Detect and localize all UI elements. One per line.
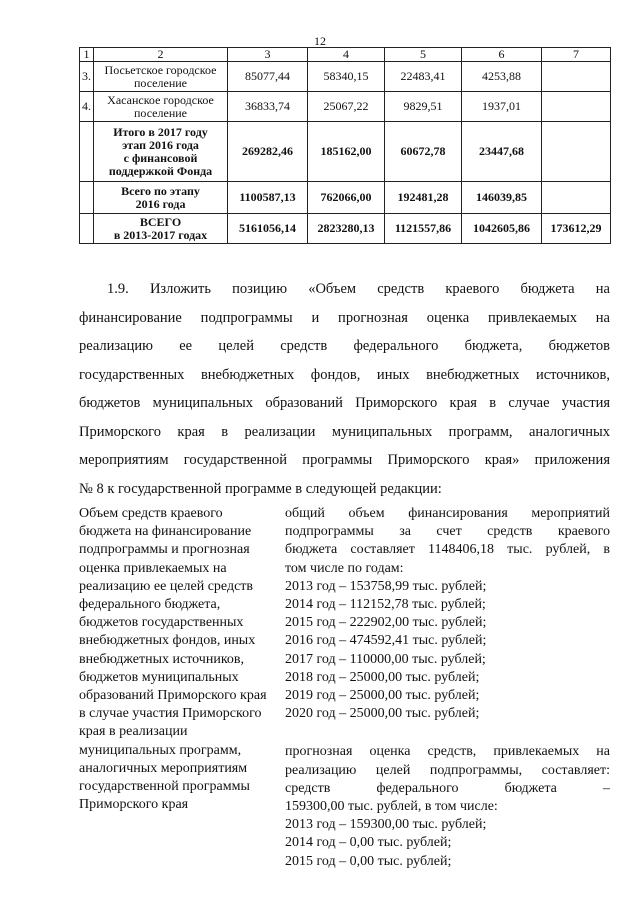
row-name: Посьетское городское поселение [94, 62, 228, 92]
paragraph-line: реализацию ее целей средств федерального бюджета, бюджетов [79, 338, 610, 354]
position-line: реализацию ее целей средств [79, 578, 254, 594]
year-amount-line: 2015 год – 222902,00 тыс. рублей; [285, 615, 487, 631]
cell-col3: 85077,44 [228, 62, 308, 92]
paragraph-line: мероприятиям государственной программы Приморского края» приложения [79, 452, 610, 468]
cell-col7: 173612,29 [542, 214, 611, 244]
cell-col5: 22483,41 [385, 62, 462, 92]
cell-col3: 269282,46 [228, 122, 308, 182]
row-index: 3. [80, 62, 94, 92]
value-line: общий объем финансирования мероприятий [285, 506, 610, 521]
cell-col6: 1937,01 [462, 92, 542, 122]
position-line: Объем средств краевого [79, 506, 223, 521]
cell-col3: 5161056,14 [228, 214, 308, 244]
row-index [80, 122, 94, 182]
cell-col5: 192481,28 [385, 182, 462, 214]
value-line: прогнозная оценка средств, привлекаемых на [285, 744, 610, 760]
position-line: образований Приморского края [79, 688, 267, 704]
cell-col7 [542, 122, 611, 182]
row-index [80, 214, 94, 244]
row-name: ВСЕГО в 2013-2017 годах [94, 214, 228, 244]
cell-col7 [542, 182, 611, 214]
table-header-row [80, 48, 611, 62]
budget-table [79, 47, 611, 244]
position-line: внебюджетных источников, [79, 651, 245, 667]
table-row-stage-total [80, 182, 611, 214]
cell-col6: 23447,68 [462, 122, 542, 182]
row-index: 4. [80, 92, 94, 122]
value-line: 159300,00 тыс. рублей, в том числе: [285, 799, 498, 815]
year-amount-line: 2017 год – 110000,00 тыс. рублей; [285, 651, 486, 667]
position-line: подпрограммы и прогнозная [79, 542, 250, 558]
year-amount-line: 2013 год – 159300,00 тыс. рублей; [285, 817, 487, 833]
header-cell: 2 [94, 48, 228, 62]
value-line: бюджета составляет 1148406,18 тыс. рублей, в [285, 542, 610, 558]
cell-col3: 36833,74 [228, 92, 308, 122]
paragraph-line: 1.9. Изложить позицию «Объем средств краевого бюджета на [107, 281, 610, 297]
row-name: Итого в 2017 году этап 2016 года с финансовой поддержкой Фонда [94, 122, 228, 182]
cell-col5: 9829,51 [385, 92, 462, 122]
page-number: 12 [314, 34, 326, 48]
year-amount-line: 2018 год – 25000,00 тыс. рублей; [285, 669, 480, 685]
position-line: оценка привлекаемых на [79, 560, 227, 576]
year-amount-line: 2016 год – 474592,41 тыс. рублей; [285, 633, 487, 649]
position-title-column [79, 505, 284, 814]
header-cell: 1 [80, 48, 94, 62]
cell-col3: 1100587,13 [228, 182, 308, 214]
value-line: подпрограммы за счет средств краевого [285, 524, 610, 540]
position-line: государственной программы [79, 779, 250, 795]
cell-col4: 185162,00 [308, 122, 385, 182]
paragraph-line: финансирование подпрограммы и прогнозная оценка привлекаемых на [79, 309, 610, 326]
table-row [80, 62, 611, 92]
paragraph-line: бюджетов муниципальных образований Приморского края в случае участия [79, 395, 610, 411]
year-amount-line: 2013 год – 153758,99 тыс. рублей; [285, 578, 487, 594]
header-cell: 4 [308, 48, 385, 62]
position-line: в случае участия Приморского [79, 706, 262, 722]
position-line: аналогичных мероприятиям [79, 760, 248, 776]
block-spacer [285, 723, 610, 743]
position-line: федерального бюджета, [79, 597, 221, 613]
cell-col7 [542, 92, 611, 122]
year-amount-line: 2015 год – 0,00 тыс. рублей; [285, 853, 452, 869]
cell-col4: 25067,22 [308, 92, 385, 122]
value-line: том числе по годам: [285, 560, 404, 576]
cell-col6: 4253,88 [462, 62, 542, 92]
amendment-paragraph [79, 275, 610, 503]
cell-col4: 58340,15 [308, 62, 385, 92]
header-cell: 3 [228, 48, 308, 62]
year-amount-line: 2019 год – 25000,00 тыс. рублей; [285, 688, 480, 704]
table-row [80, 92, 611, 122]
year-amount-line: 2014 год – 0,00 тыс. рублей; [285, 835, 452, 851]
cell-col5: 60672,78 [385, 122, 462, 182]
position-line: края в реализации [79, 724, 188, 740]
position-line: муниципальных программ, [79, 742, 242, 758]
value-line: средств федерального бюджета – [285, 780, 610, 796]
cell-col6: 1042605,86 [462, 214, 542, 244]
row-index [80, 182, 94, 214]
header-cell: 5 [385, 48, 462, 62]
paragraph-line: Приморского края в реализации муниципальных программ, аналогичных [79, 423, 610, 440]
header-cell: 6 [462, 48, 542, 62]
position-line: Приморского края [79, 797, 189, 813]
year-amount-line: 2014 год – 112152,78 тыс. рублей; [285, 597, 486, 613]
cell-col5: 1121557,86 [385, 214, 462, 244]
year-amount-line: 2020 год – 25000,00 тыс. рублей; [285, 706, 480, 722]
cell-col4: 2823280,13 [308, 214, 385, 244]
row-name: Хасанское городское поселение [94, 92, 228, 122]
position-line: бюджетов муниципальных [79, 669, 239, 685]
table-row-grand-total [80, 214, 611, 244]
value-line: реализацию целей подпрограммы, составляет: [285, 762, 610, 778]
position-line: бюджетов государственных [79, 615, 244, 631]
cell-col6: 146039,85 [462, 182, 542, 214]
paragraph-line: № 8 к государственной программе в следующей редакции: [79, 480, 442, 497]
table-row-subtotal [80, 122, 611, 182]
position-line: внебюджетных фондов, иных [79, 633, 256, 649]
paragraph-line: государственных внебюджетных фондов, иных внебюджетных источников, [79, 366, 610, 383]
position-line: бюджета на финансирование [79, 524, 252, 540]
position-values-column [285, 505, 610, 871]
row-name: Всего по этапу 2016 года [94, 182, 228, 214]
cell-col4: 762066,00 [308, 182, 385, 214]
cell-col7 [542, 62, 611, 92]
header-cell: 7 [542, 48, 611, 62]
